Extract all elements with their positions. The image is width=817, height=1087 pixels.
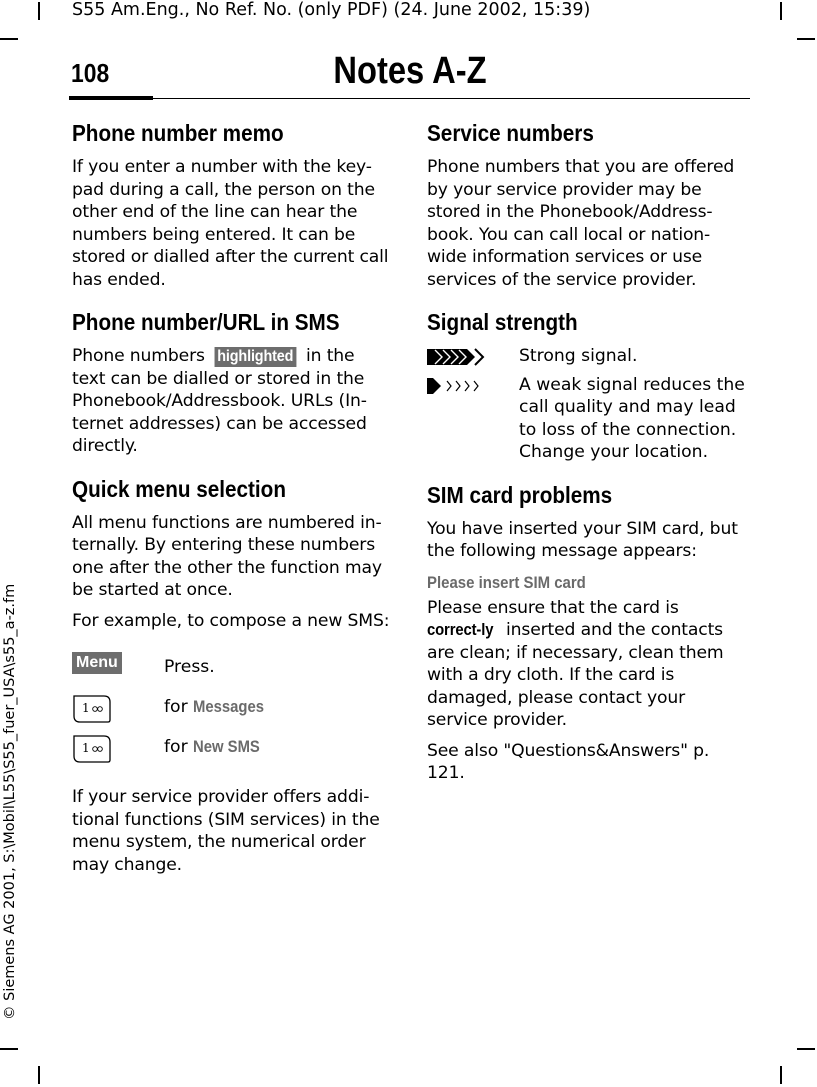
section-heading: Service numbers (427, 120, 594, 146)
sim-message: Please insert SIM card (427, 572, 586, 592)
signal-text: A weak signal reduces the call quality and may lead to loss of the connection. Change your location. (519, 374, 745, 462)
crop-mark (0, 38, 18, 40)
emphasis-text: correct-ly (427, 621, 494, 639)
menu-key-icon: Menu (72, 652, 122, 674)
crop-mark (38, 2, 40, 20)
section-body: For example, to compose a new SMS: (72, 610, 390, 631)
svg-text:1: 1 (82, 741, 90, 755)
signal-text: Strong signal. (519, 346, 638, 366)
header-rule-thick (69, 96, 153, 100)
step-text (164, 736, 267, 758)
section-heading: Phone number/URL in SMS (72, 309, 340, 335)
crop-mark (0, 1048, 18, 1050)
section-signal-strength (427, 305, 749, 464)
section-body: You have inserted your SIM card, but the following message appears: (427, 518, 738, 561)
section-body: If your service provider offers addi-tional functions (SIM services) in the menu system, the numerical order may change. (72, 787, 380, 875)
strong-signal-icon (427, 348, 485, 370)
section-service-numbers (427, 116, 749, 291)
body-text: inserted and the contacts are clean; if necessary, clean them with a dry cloth. If the card is damaged, please contact your service provider. (427, 620, 724, 730)
section-sim-card-problems (427, 478, 749, 785)
step-prefix: for (164, 737, 188, 757)
section-heading: Signal strength (427, 309, 578, 335)
svg-text:1: 1 (82, 701, 90, 715)
step-text (164, 696, 272, 718)
body-text: Phone numbers (72, 346, 205, 366)
key-one-icon (72, 732, 112, 768)
header-rule (153, 98, 750, 99)
signal-row-weak (427, 374, 749, 464)
step-row (72, 648, 392, 688)
body-text: Please ensure that the card is (427, 597, 679, 618)
page-number: 108 (71, 58, 110, 88)
section-heading: SIM card problems (427, 481, 613, 508)
print-header: S55 Am.Eng., No Ref. No. (only PDF) (24. June 2002, 15:39) (72, 0, 591, 20)
section-body: All menu functions are numbered in-ternally. By entering these numbers one after the other the function may be started at once. (72, 512, 382, 600)
section-body (427, 597, 749, 732)
menu-name: Messages (193, 698, 265, 716)
left-column (72, 116, 392, 890)
step-prefix: for (164, 697, 188, 717)
crop-mark (797, 38, 815, 40)
signal-row-strong (427, 345, 749, 368)
highlight-badge: highlighted (215, 347, 297, 367)
crop-mark (38, 1066, 40, 1084)
crop-mark (780, 2, 782, 20)
step-text: Press. (164, 657, 215, 677)
section-heading: Quick menu selection (72, 475, 286, 502)
section-quick-menu (72, 472, 392, 877)
key-one-icon (72, 692, 112, 728)
section-heading: Phone number memo (72, 120, 284, 146)
section-phone-number-memo (72, 116, 392, 291)
section-body: Phone numbers that you are offered by your service provider may be stored in the Phonebook/Address-book. You can call local or nation-wide information services or use services of the service provider. (427, 157, 735, 290)
crop-mark (780, 1066, 782, 1084)
step-row (72, 688, 392, 728)
body-text: in the text can be dialled or stored in the Phonebook/Addressbook. URLs (In-ternet addresses) can be accessed directly. (72, 346, 367, 456)
section-body (72, 345, 392, 458)
weak-signal-icon (427, 377, 485, 399)
crop-mark (797, 1048, 815, 1050)
see-also-reference: See also "Questions&Answers" p. 121. (427, 740, 710, 783)
step-row (72, 728, 392, 768)
menu-name: New SMS (193, 738, 260, 756)
side-copyright: © Siemens AG 2001, S:\Mobil\L55\S55_fuer_USA\s55_a-z.fm (2, 583, 18, 1020)
section-body: If you enter a number with the key-pad during a call, the person on the other end of the line can hear the numbers being entered. It can be stored or dialled after the current call has ended. (72, 157, 389, 290)
section-phone-number-url (72, 305, 392, 458)
right-column (427, 116, 749, 799)
page-title: Notes A-Z (333, 50, 487, 92)
